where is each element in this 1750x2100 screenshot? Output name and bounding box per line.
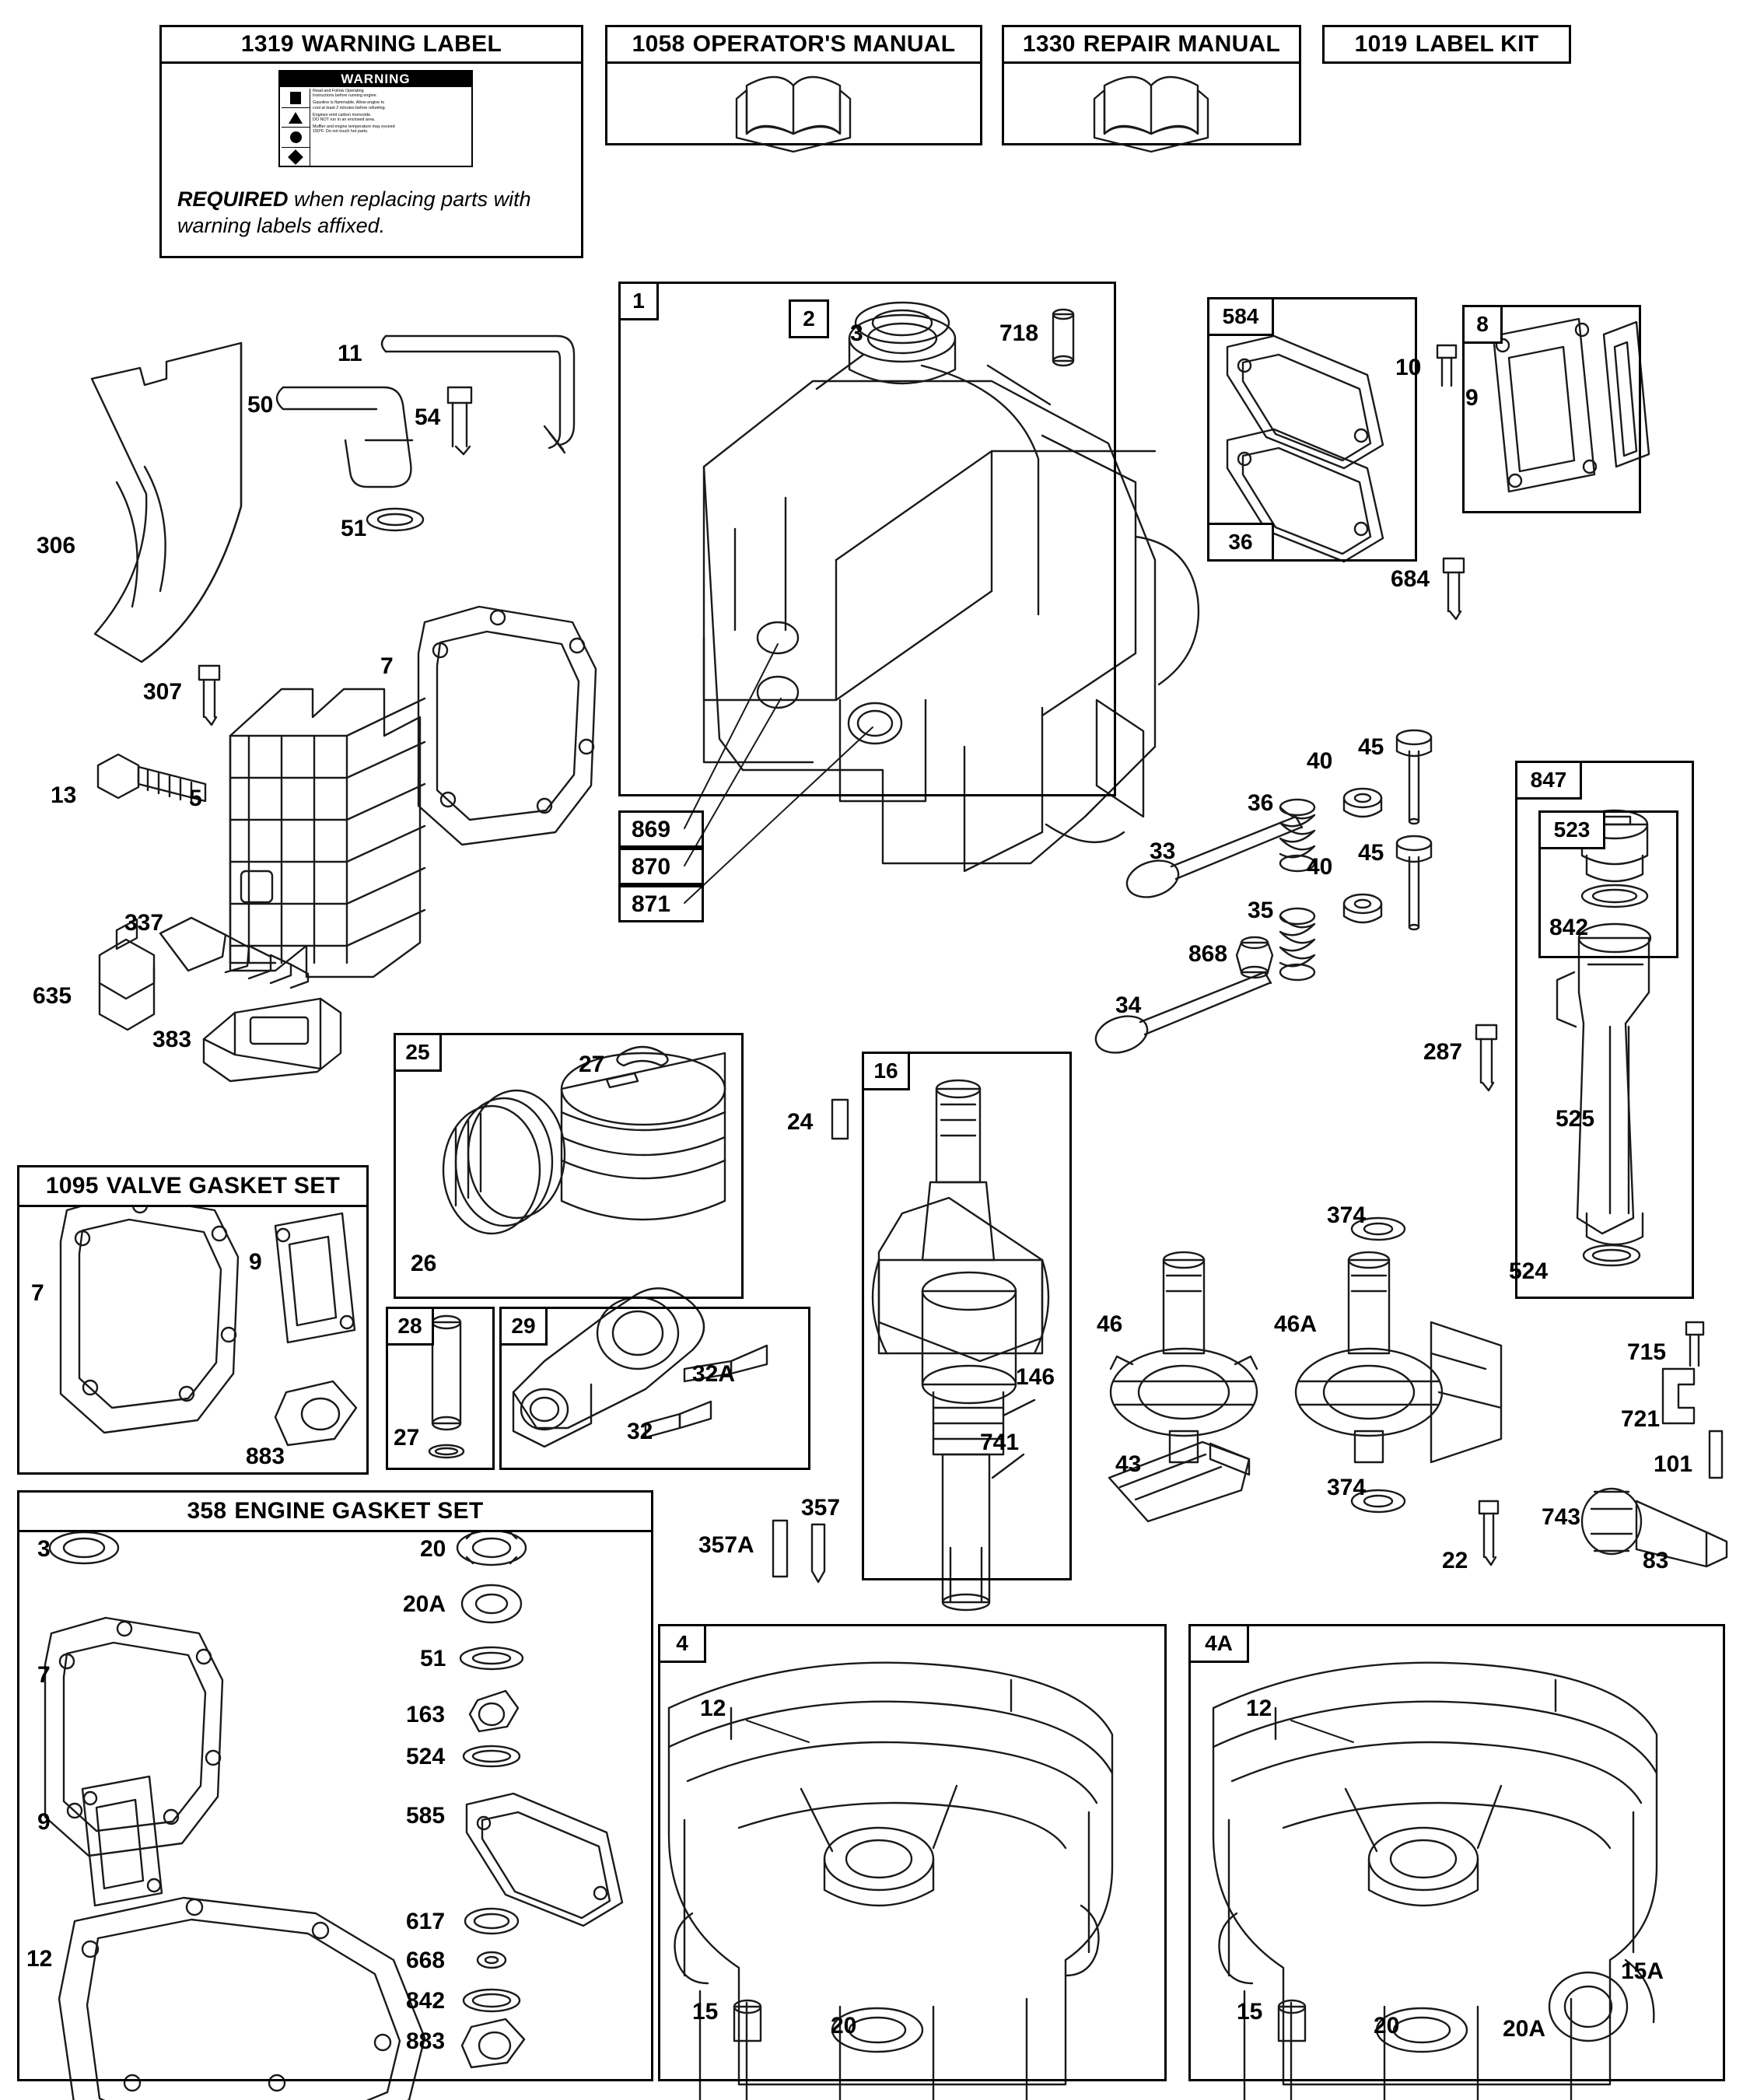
group-box-25 (394, 1033, 744, 1299)
callout-20A-sump4A: 20A (1503, 2016, 1546, 2042)
callout-287: 287 (1423, 1039, 1463, 1065)
group-tag-8 (1462, 305, 1503, 344)
group-tag-847-text: 847 (1530, 768, 1567, 792)
warning-decal-line-7: 150°F. Do not touch hot parts. (313, 129, 369, 135)
warning-required-rest: when replacing parts with warning labels affixed. (177, 187, 531, 237)
warning-required-note (177, 187, 574, 240)
callout-871: 871 (632, 891, 671, 917)
callout-9-breather: 9 (1465, 385, 1479, 411)
callout-721: 721 (1621, 1406, 1661, 1432)
warning-required-bold: REQUIRED (177, 187, 289, 211)
callout-357A: 357A (698, 1532, 754, 1558)
callout-43: 43 (1115, 1451, 1142, 1477)
callout-26: 26 (411, 1251, 437, 1276)
engine-gasket-set-title (17, 1490, 653, 1532)
camshaft-46A (1296, 1252, 1501, 1462)
spark-plug-337 (160, 918, 308, 988)
callout-718: 718 (999, 320, 1039, 346)
callout-7-upper: 7 (380, 653, 394, 679)
retainer-40-upper (1344, 789, 1381, 817)
screw-715 (1686, 1322, 1703, 1366)
callout-525: 525 (1556, 1106, 1595, 1132)
tappet-45-upper (1397, 730, 1431, 824)
key-357A (773, 1521, 787, 1577)
egs-item-3: 3 (37, 1536, 51, 1562)
group-tag-16-text: 16 (873, 1059, 898, 1083)
group-tag-2 (789, 299, 829, 338)
warning-label-ref: 1319 (240, 31, 294, 57)
egs-item-7: 7 (37, 1662, 51, 1688)
callout-45-upper: 45 (1358, 734, 1384, 760)
valve-gasket-set-box (17, 1165, 369, 1475)
group-box-16 (862, 1052, 1072, 1580)
group-box-4 (658, 1624, 1167, 2081)
vgs-item-9: 9 (249, 1249, 262, 1275)
tube-11 (382, 336, 574, 453)
valve-gasket-set-title (17, 1165, 369, 1207)
egs-item-585: 585 (406, 1803, 446, 1829)
callout-11: 11 (338, 341, 362, 366)
callout-54: 54 (415, 404, 441, 430)
callout-101: 101 (1654, 1451, 1693, 1477)
group-tag-4A (1188, 1624, 1249, 1663)
callout-635: 635 (33, 983, 72, 1009)
callout-33: 33 (1150, 838, 1176, 864)
callout-869: 869 (632, 817, 671, 842)
callout-870: 870 (632, 854, 671, 880)
group-tag-523 (1538, 810, 1605, 849)
callout-27-pin: 27 (394, 1425, 420, 1451)
pin-101 (1710, 1431, 1722, 1478)
group-box-1 (618, 282, 1116, 796)
egs-item-883: 883 (406, 2028, 446, 2054)
warning-decal-line-6: Muffler and engine temperature may exceed (313, 124, 395, 130)
warning-decal-line-0: Read and Follow Operating (313, 89, 364, 93)
egs-item-668: 668 (406, 1948, 446, 1973)
engine-gasket-set-ref: 358 (187, 1498, 227, 1524)
group-tag-25-text: 25 (405, 1040, 430, 1064)
group-tag-16 (862, 1052, 910, 1090)
seal-868 (1237, 937, 1272, 978)
callout-383: 383 (152, 1027, 192, 1052)
group-tag-28 (386, 1307, 434, 1346)
tappet-45-lower (1397, 836, 1431, 929)
callout-374-upper: 374 (1327, 1202, 1367, 1228)
callout-684: 684 (1391, 566, 1430, 592)
callout-12-sump4: 12 (700, 1696, 726, 1721)
callout-51: 51 (341, 516, 367, 541)
group-box-584 (1207, 297, 1417, 562)
group-tag-523-text: 523 (1553, 817, 1591, 842)
engine-gasket-set-text: ENGINE GASKET SET (234, 1498, 484, 1524)
engine-gasket-set-box (17, 1490, 653, 2081)
label-kit-title (1322, 25, 1571, 64)
group-tag-28-text: 28 (397, 1314, 422, 1338)
callout-50: 50 (247, 392, 274, 418)
callout-34: 34 (1115, 992, 1142, 1018)
warning-label-title (159, 25, 583, 64)
group-tag-584-text: 584 (1222, 304, 1259, 328)
callout-13: 13 (51, 782, 77, 808)
group-tag-29 (499, 1307, 548, 1346)
callout-307: 307 (143, 679, 183, 705)
callout-35: 35 (1248, 898, 1274, 923)
repair-manual-title (1002, 25, 1301, 64)
clip-721 (1663, 1369, 1694, 1423)
group-tag-585 (1207, 523, 1274, 562)
valve-gasket-set-ref: 1095 (45, 1173, 99, 1199)
group-tag-4 (658, 1624, 706, 1663)
callout-10: 10 (1395, 355, 1422, 380)
callout-15A-sump4A: 15A (1621, 1958, 1664, 1984)
warning-decal-line-3: cool at least 2 minutes before refueling. (313, 105, 387, 110)
group-box-4A (1188, 1624, 1725, 2081)
group-tag-29-text: 29 (511, 1314, 536, 1338)
key-357 (812, 1524, 824, 1582)
screw-307 (199, 666, 219, 725)
cylinder-head-5 (230, 689, 425, 977)
group-tag-4-text: 4 (676, 1631, 688, 1655)
callout-715: 715 (1627, 1339, 1667, 1365)
camshaft-46 (1111, 1252, 1257, 1462)
callout-146: 146 (1016, 1364, 1055, 1390)
tube-50 (277, 387, 423, 530)
label-kit-ref: 1019 (1354, 31, 1408, 57)
egs-item-842: 842 (406, 1988, 446, 2014)
callout-741: 741 (980, 1430, 1020, 1455)
group-tag-847 (1515, 761, 1582, 800)
egs-item-20A: 20A (403, 1591, 446, 1617)
group-tag-584 (1207, 297, 1274, 336)
callout-743: 743 (1542, 1504, 1581, 1530)
egs-item-20: 20 (420, 1536, 446, 1562)
screw-10 (1437, 345, 1456, 386)
callout-15-sump4A: 15 (1237, 1999, 1263, 2025)
callout-22: 22 (1442, 1548, 1468, 1573)
retainer-40-lower (1344, 894, 1381, 922)
screw-287 (1476, 1025, 1496, 1090)
screw-54 (448, 387, 471, 454)
callout-842-dipstick: 842 (1549, 915, 1589, 940)
valve-gasket-set-text: VALVE GASKET SET (106, 1173, 341, 1199)
group-tag-2-text: 2 (803, 306, 815, 331)
warning-decal-line-1: Instructions before running engine. (313, 93, 378, 99)
warning-decal-art (278, 70, 473, 167)
callout-40-lower: 40 (1307, 854, 1333, 880)
callout-46: 46 (1097, 1311, 1123, 1337)
shield-306 (92, 343, 241, 662)
egs-item-9: 9 (37, 1809, 51, 1835)
callout-337: 337 (124, 910, 164, 936)
egs-item-163: 163 (406, 1702, 446, 1727)
operators-manual-text: OPERATOR'S MANUAL (692, 31, 956, 57)
callout-40-upper: 40 (1307, 748, 1333, 774)
label-kit-text: LABEL KIT (1415, 31, 1539, 57)
callout-36: 36 (1248, 790, 1274, 816)
operators-manual-title (605, 25, 982, 64)
callout-524-dipstick: 524 (1509, 1258, 1549, 1284)
spring-35 (1280, 908, 1314, 980)
screw-684 (1444, 558, 1464, 619)
egs-item-617: 617 (406, 1909, 446, 1934)
warning-label-text: WARNING LABEL (301, 31, 502, 57)
callout-32A: 32A (692, 1361, 736, 1387)
callout-15-sump4: 15 (692, 1999, 719, 2025)
callout-20-sump4A: 20 (1374, 2013, 1400, 2039)
callout-357: 357 (801, 1495, 841, 1521)
callout-3: 3 (850, 320, 863, 346)
warning-decal-title: WARNING (280, 72, 471, 87)
operators-manual-ref: 1058 (632, 31, 685, 57)
callout-83: 83 (1643, 1548, 1669, 1573)
vgs-item-883: 883 (246, 1444, 285, 1469)
callout-27: 27 (579, 1052, 605, 1077)
group-tag-1 (618, 282, 659, 320)
egs-item-12: 12 (26, 1946, 53, 1972)
callout-868: 868 (1188, 941, 1228, 967)
group-tag-8-text: 8 (1476, 312, 1489, 336)
callout-20-sump4: 20 (831, 2013, 857, 2039)
terminal-635 (100, 919, 154, 1030)
group-tag-585-text: 36 (1228, 530, 1253, 554)
callout-12-sump4A: 12 (1246, 1696, 1272, 1721)
warning-decal-line-4: Engines emit carbon monoxide. (313, 112, 372, 117)
egs-item-51: 51 (420, 1646, 446, 1671)
callout-32: 32 (627, 1419, 653, 1444)
screw-22 (1479, 1501, 1498, 1565)
key-24 (832, 1100, 848, 1139)
callout-5: 5 (189, 786, 202, 811)
callout-46A: 46A (1274, 1311, 1318, 1337)
callout-374-lower: 374 (1327, 1475, 1367, 1500)
muffler-383 (204, 999, 341, 1081)
head-gasket-7 (418, 607, 596, 845)
group-tag-1-text: 1 (632, 289, 645, 313)
vgs-item-7: 7 (31, 1280, 44, 1306)
group-tag-4A-text: 4A (1205, 1631, 1233, 1655)
warning-decal-line-5: DO NOT run in an enclosed area. (313, 117, 376, 123)
group-tag-25 (394, 1033, 442, 1072)
warning-decal-line-2: Gasoline is flammable. Allow engine to (313, 100, 385, 106)
callout-24: 24 (787, 1109, 814, 1135)
egs-item-524: 524 (406, 1744, 446, 1769)
repair-manual-ref: 1330 (1022, 31, 1076, 57)
callout-45-lower: 45 (1358, 840, 1384, 866)
repair-manual-text: REPAIR MANUAL (1083, 31, 1281, 57)
callout-306: 306 (37, 533, 76, 558)
